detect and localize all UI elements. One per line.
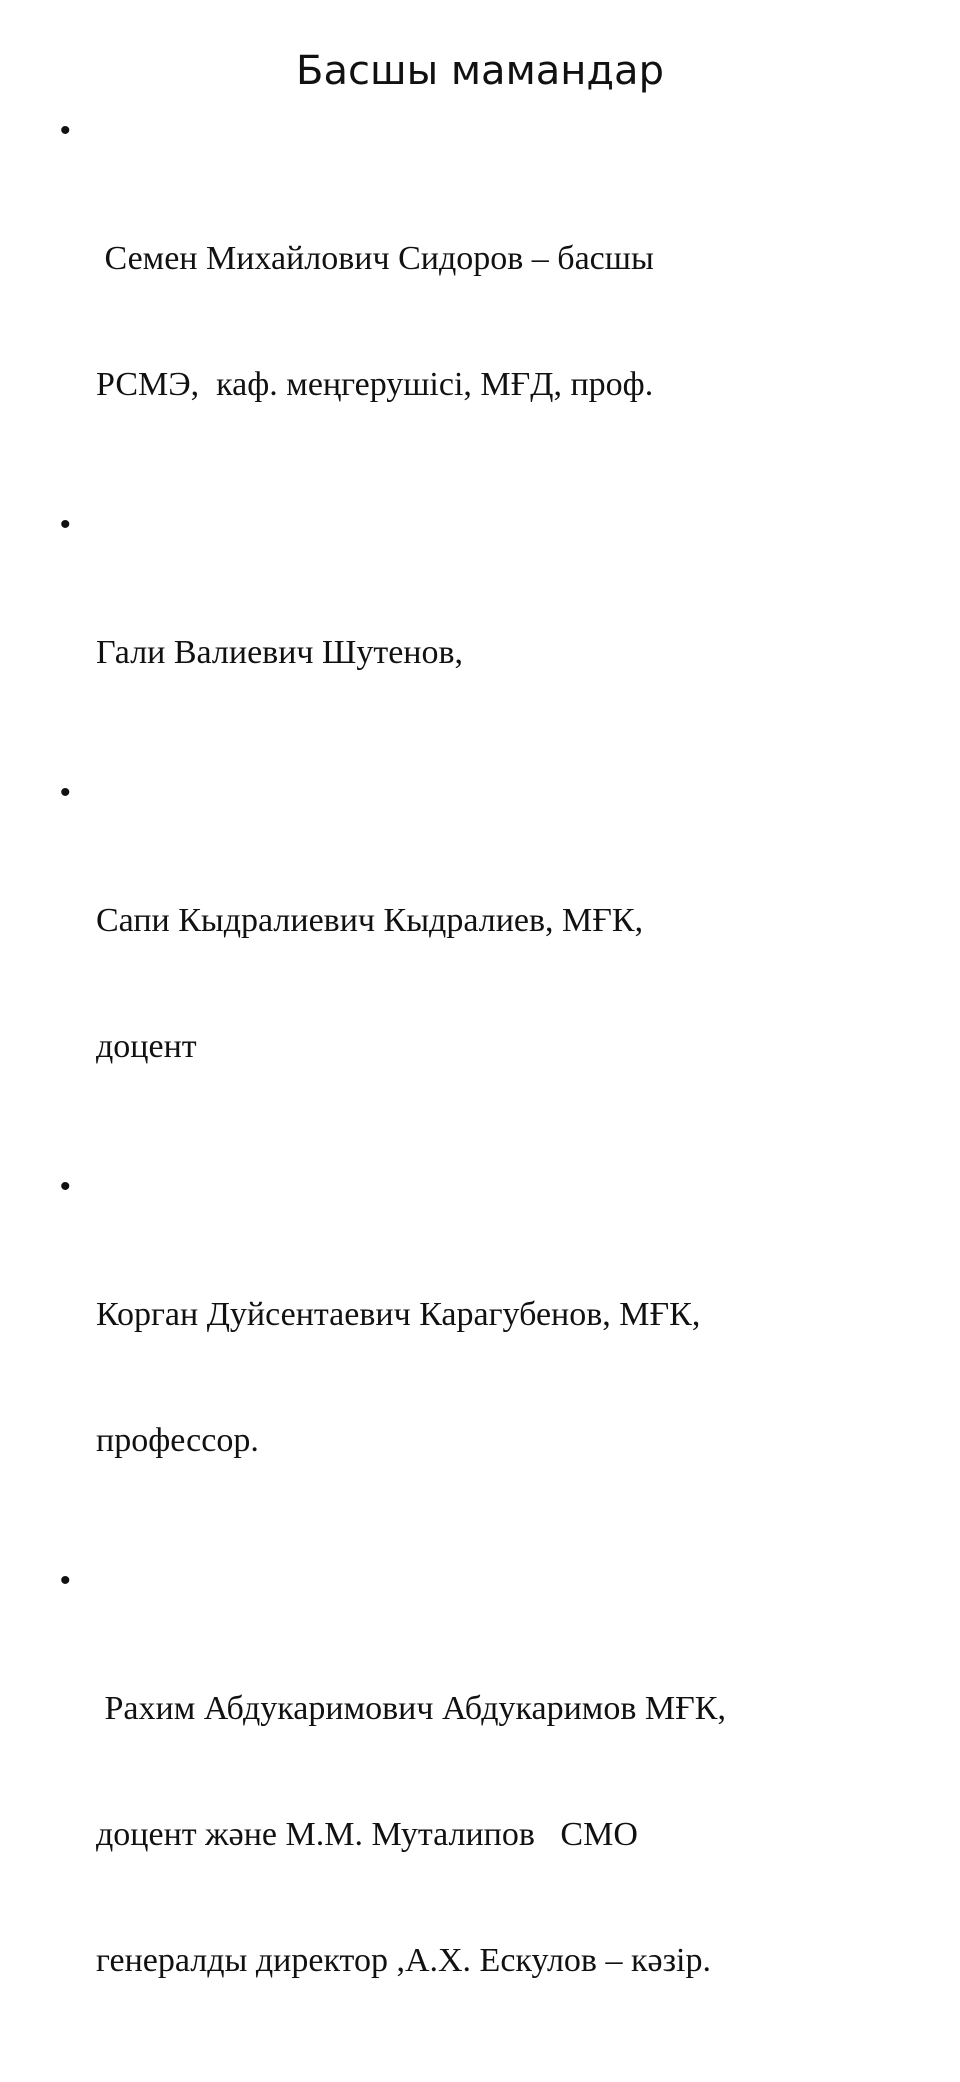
slide-title: Басшы мамандар (296, 48, 664, 94)
bullet-line: Корган Дуйсентаевич Карагубенов, МҒК, (96, 1296, 701, 1333)
bullet-line: доцент (96, 1028, 197, 1065)
bullet-item (60, 774, 920, 1152)
bullet-line: РСМЭ, каф. меңгерушісі, МҒД, проф. (96, 366, 654, 403)
bullet-icon: • (60, 776, 71, 809)
bullet-item (60, 506, 920, 758)
bullet-line: генералды директор ,А.Х. Ескулов – кәзір. (96, 1942, 711, 1979)
bullet-item (60, 1562, 920, 2066)
bullet-item (60, 1168, 920, 1546)
bullet-line: Рахим Абдукаримович Абдукаримов МҒК, (96, 1690, 726, 1727)
bullet-line: доцент және М.М. Муталипов СМО (96, 1816, 638, 1853)
bullet-list (60, 112, 920, 2082)
bullet-line: профессор. (96, 1422, 259, 1459)
bullet-icon: • (60, 508, 71, 541)
bullet-line: Семен Михайлович Сидоров – басшы (96, 240, 654, 277)
bullet-line: Гали Валиевич Шутенов, (96, 634, 464, 671)
bullet-icon: • (60, 1170, 71, 1203)
bullet-icon: • (60, 1564, 71, 1597)
bullet-item (60, 112, 920, 490)
bullet-icon: • (60, 114, 71, 147)
bullet-line: Сапи Кыдралиевич Кыдралиев, МҒК, (96, 902, 644, 939)
